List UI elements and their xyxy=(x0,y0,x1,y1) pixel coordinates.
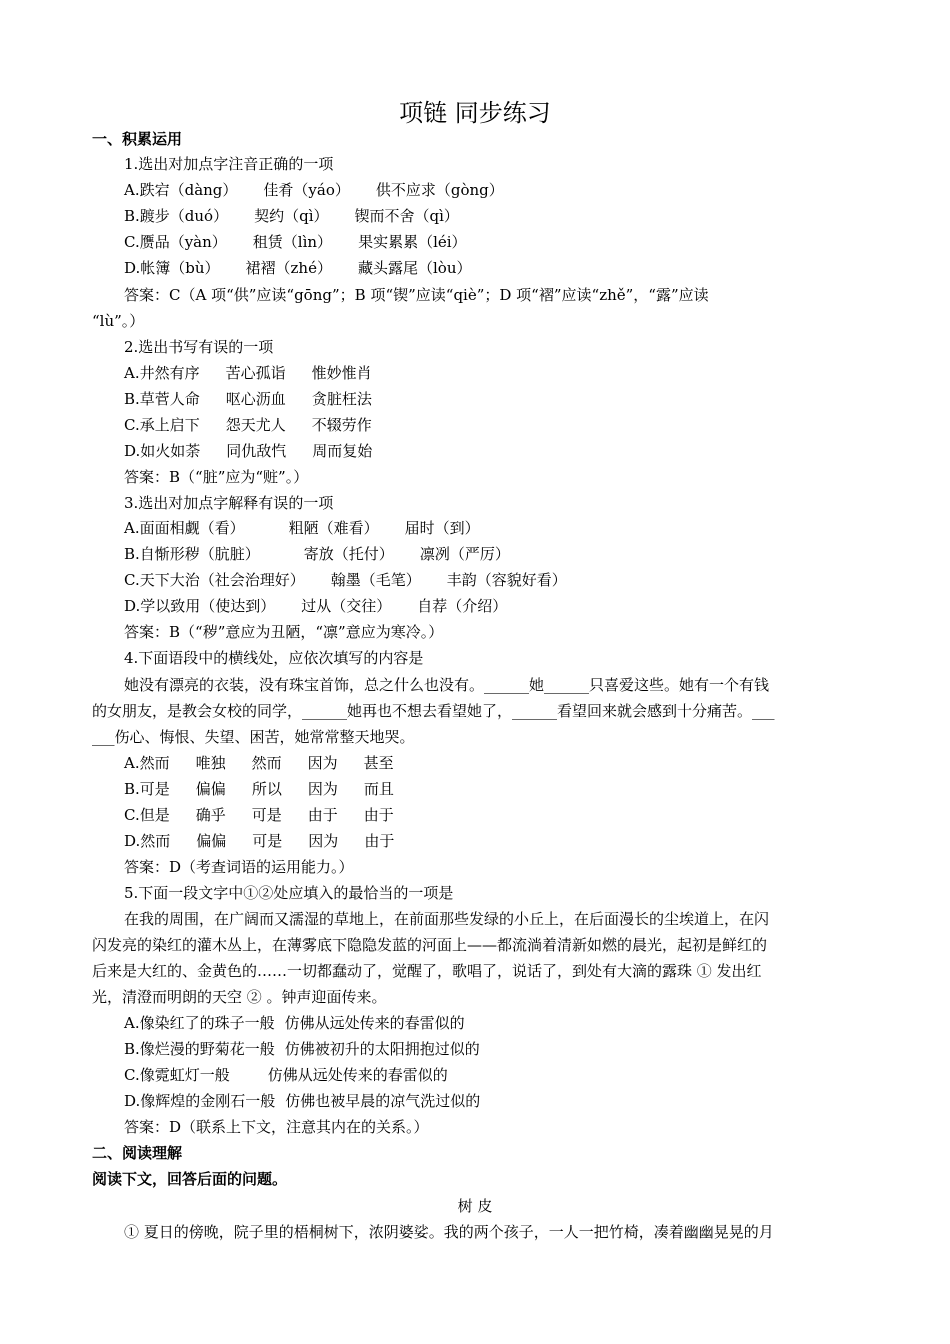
q5-option-a: A.像染红了的珠子一般 仿佛从远处传来的春雷似的 xyxy=(124,1014,465,1032)
q1-answer: 答案：C（A 项“供”应读“gōng”；B 项“锲”应读“qiè”；D 项“褶”应读“zhě”，“露”应读 xyxy=(124,286,709,304)
q5-option-d: D.像辉煌的金刚石一般 仿佛也被早晨的凉气洗过似的 xyxy=(124,1092,481,1110)
q3-stem: 3.选出对加点字解释有误的一项 xyxy=(124,494,334,512)
q4-option-b: B.可是 偏偏 所以 因为 而且 xyxy=(124,780,394,798)
q5-passage-line: 闪发亮的染红的灌木丛上，在薄雾底下隐隐发蓝的河面上——都流淌着清新如燃的晨光，起初是鲜红的 xyxy=(92,936,768,954)
article-title: 树 皮 xyxy=(457,1197,493,1215)
article-paragraph: ① 夏日的傍晚，院子里的梧桐树下，浓阴婆娑。我的两个孩子，一人一把竹椅，凑着幽幽晃晃的月 xyxy=(124,1223,774,1241)
q2-option-d: D.如火如荼 同仇敌忾 周而复始 xyxy=(124,442,373,460)
q2-stem: 2.选出书写有误的一项 xyxy=(124,338,274,356)
q2-option-a: A.井然有序 苦心孤诣 惟妙惟肖 xyxy=(124,364,372,382)
q1-option-d: D.帐簿（bù） 裙褶（zhé） 藏头露尾（lòu） xyxy=(124,259,472,277)
q4-passage-line: ___伤心、悔恨、失望、困苦，她常常整天地哭。 xyxy=(92,728,415,746)
q2-option-c: C.承上启下 怨天尤人 不辍劳作 xyxy=(124,416,372,434)
q4-answer: 答案：D（考查词语的运用能力。） xyxy=(124,858,354,876)
page-title: 项链 同步练习 xyxy=(399,99,551,127)
section-heading-2: 二、阅读理解 xyxy=(92,1144,183,1162)
q3-option-d: D.学以致用（使达到） 过从（交往） 自荐（介绍） xyxy=(124,597,508,615)
q3-option-c: C.天下大治（社会治理好） 翰墨（毛笔） 丰韵（容貌好看） xyxy=(124,571,567,589)
q4-stem: 4.下面语段中的横线处，应依次填写的内容是 xyxy=(124,649,424,667)
q5-passage-line: 光，清澄而明朗的天空 ② 。钟声迎面传来。 xyxy=(92,988,387,1006)
reading-instruction: 阅读下文，回答后面的问题。 xyxy=(92,1170,288,1188)
q5-option-c: C.像霓虹灯一般 仿佛从远处传来的春雷似的 xyxy=(124,1066,448,1084)
q2-answer: 答案：B（“脏”应为“赃”。） xyxy=(124,468,309,486)
q4-passage-line: 她没有漂亮的衣装，没有珠宝首饰，总之什么也没有。______她______只喜爱这些。她有一个有钱 xyxy=(124,676,770,694)
q4-option-a: A.然而 唯独 然而 因为 甚至 xyxy=(124,754,394,772)
section-heading-1: 一、积累运用 xyxy=(92,130,183,148)
q4-passage-line: 的女朋友，是教会女校的同学，______她再也不想去看望她了，______看望回来就会感到十分痛苦。___ xyxy=(92,702,775,720)
q2-option-b: B.草菅人命 呕心沥血 贪脏枉法 xyxy=(124,390,372,408)
q1-option-c: C.赝品（yàn） 租赁（lìn） 果实累累（léi） xyxy=(124,233,467,251)
q1-option-b: B.踱步（duó） 契约（qì） 锲而不舍（qì） xyxy=(124,207,459,225)
q4-option-c: C.但是 确乎 可是 由于 由于 xyxy=(124,806,394,824)
q5-answer: 答案：D（联系上下文，注意其内在的关系。） xyxy=(124,1118,429,1136)
q3-answer: 答案：B（“秽”意应为丑陋，“凛”意应为寒冷。） xyxy=(124,623,444,641)
q1-answer-cont: “lù”。） xyxy=(92,312,145,330)
q3-option-a: A.面面相觑（看） 粗陋（难看） 届时（到） xyxy=(124,519,480,537)
q1-stem: 1.选出对加点字注音正确的一项 xyxy=(124,155,334,173)
q4-option-d: D.然而 偏偏 可是 因为 由于 xyxy=(124,832,395,850)
q1-option-a: A.跌宕（dàng） 佳肴（yáo） 供不应求（gòng） xyxy=(124,181,504,199)
q5-stem: 5.下面一段文字中①②处应填入的最恰当的一项是 xyxy=(124,884,454,902)
q5-passage-line: 后来是大红的、金黄色的……一切都蠢动了，觉醒了，歌唱了，说话了，到处有大滴的露珠 ① 发出红 xyxy=(92,962,762,980)
q3-option-b: B.自惭形秽（肮脏） 寄放（托付） 凛冽（严厉） xyxy=(124,545,510,563)
q5-option-b: B.像烂漫的野菊花一般 仿佛被初升的太阳拥抱过似的 xyxy=(124,1040,480,1058)
q5-passage-line: 在我的周围，在广阔而又濡湿的草地上，在前面那些发绿的小丘上，在后面漫长的尘埃道上，在闪 xyxy=(124,910,770,928)
